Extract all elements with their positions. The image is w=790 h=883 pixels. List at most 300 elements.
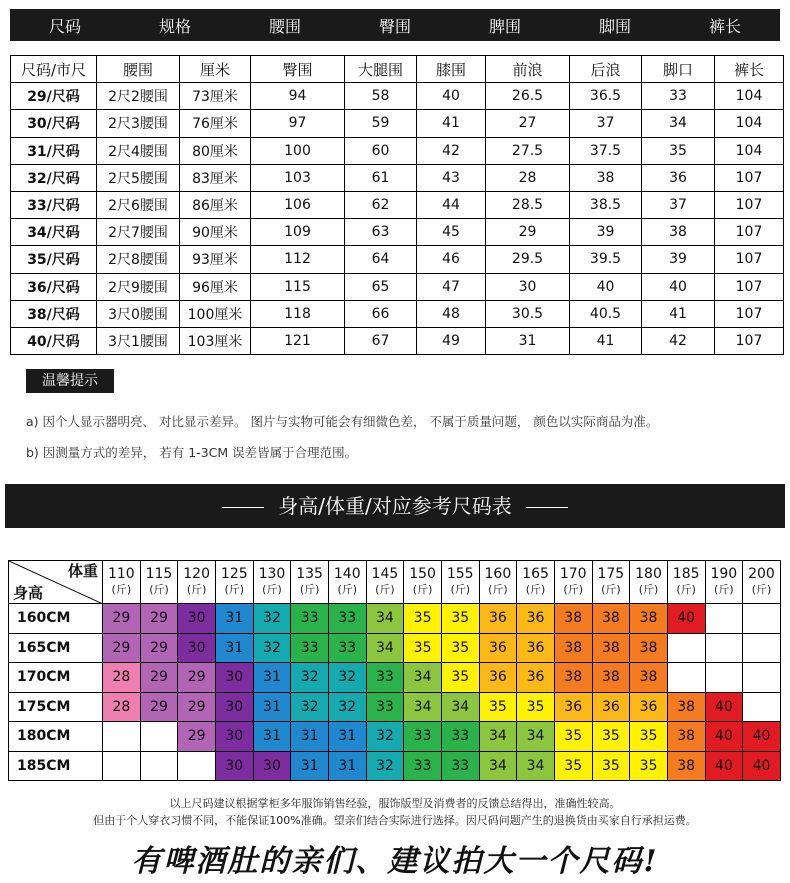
size-cell: 38 [667,751,705,781]
size-table-cell: 39 [642,246,715,273]
size-cell: 36 [479,633,517,663]
size-cell: 36 [592,692,630,722]
size-table-cell: 109 [251,219,345,246]
size-table-cell: 100 [251,137,345,164]
weight-header-cell [479,561,517,604]
size-table-cell: 67 [345,327,417,354]
size-cell: 29 [140,633,178,663]
size-cell: 32 [328,692,366,722]
size-table-cell: 42 [642,327,715,354]
size-cell: 33 [328,604,366,634]
size-cell: 38 [630,604,668,634]
size-table-cell: 2尺4腰围 [97,137,180,164]
size-cell: 36 [517,604,555,634]
weight-value: 135 [296,566,323,582]
size-table-cell: 47 [417,273,486,300]
banner-title: 身高/体重/对应参考尺码表 [278,494,512,518]
weight-unit: (斤) [450,583,471,596]
size-cell: 35 [630,722,668,752]
size-table-cell: 115 [251,273,345,300]
size-table-cell: 38/尺码 [11,300,97,327]
banner-dash-left [222,507,264,508]
weight-unit: (斤) [111,583,132,596]
size-cell: 35 [441,633,479,663]
size-cell: 36 [554,692,592,722]
weight-header-cell [441,561,479,604]
size-cell: 35 [479,692,517,722]
size-cell [140,751,178,781]
size-cell: 32 [328,663,366,693]
size-table-cell: 2尺3腰围 [97,110,180,137]
table-row [9,633,781,663]
size-cell [705,663,743,693]
size-table-cell: 3尺1腰围 [97,327,180,354]
size-table-cell: 36/尺码 [11,273,97,300]
top-header-bar [10,9,780,41]
size-cell: 31 [291,722,329,752]
size-table-cell: 46 [417,246,486,273]
table-row [9,663,781,693]
size-table-cell: 107 [715,327,784,354]
size-cell: 40 [705,751,743,781]
ref-table-corner [9,561,103,604]
size-table-cell: 31 [486,327,570,354]
size-table-cell: 37 [642,191,715,218]
size-cell: 38 [554,633,592,663]
size-cell: 34 [479,722,517,752]
size-cell: 36 [517,663,555,693]
size-cell: 29 [140,692,178,722]
size-cell: 33 [366,663,404,693]
size-table-header-cell: 裤长 [715,56,784,83]
size-table-cell: 73厘米 [180,83,251,110]
height-label-cell: 170CM [9,663,103,693]
size-cell: 34 [517,751,555,781]
size-table-cell: 42 [417,137,486,164]
size-table-cell: 34 [642,110,715,137]
size-table-cell: 96厘米 [180,273,251,300]
weight-unit: (斤) [714,583,734,596]
table-row [11,246,784,273]
size-table-header-cell: 前浪 [486,56,570,83]
size-cell: 35 [404,633,442,663]
size-table-cell: 33 [642,83,715,110]
size-table-cell: 80厘米 [180,137,251,164]
size-cell: 40 [705,692,743,722]
weight-header-cell [630,561,668,604]
size-table-cell: 107 [715,273,784,300]
size-table-cell: 37 [570,110,642,137]
size-cell [140,722,178,752]
size-table-header-cell: 臀围 [251,56,345,83]
weight-unit: (斤) [299,583,320,596]
size-table-header-cell: 脚口 [642,56,715,83]
size-cell: 38 [592,663,630,693]
size-table-cell: 107 [715,246,784,273]
size-cell: 35 [630,751,668,781]
size-table-cell: 90厘米 [180,219,251,246]
size-table-header-cell: 大腿围 [345,56,417,83]
table-row [9,751,781,781]
weight-header-cell [140,561,178,604]
size-table-cell: 40 [417,83,486,110]
size-cell: 34 [366,633,404,663]
size-cell: 38 [554,663,592,693]
weight-header-cell [253,561,291,604]
weight-header-cell [328,561,366,604]
top-header-item: 规格 [158,16,191,36]
weight-unit: (斤) [224,583,245,596]
size-table-cell: 38 [642,219,715,246]
footer-line-1: 以上尺码建议根据掌柜多年服饰销售经验，服饰版型及消费者的反馈总结得出，准确性较高。 [169,797,621,810]
size-table-cell: 100厘米 [180,300,251,327]
size-table-cell: 97 [251,110,345,137]
size-table-cell: 62 [345,191,417,218]
size-cell: 33 [291,604,329,634]
weight-unit: (斤) [525,583,546,596]
size-cell: 29 [103,633,141,663]
size-table-cell: 30/尺码 [11,110,97,137]
size-table-cell: 36.5 [570,83,642,110]
size-cell: 28 [103,663,141,693]
corner-height-label: 身高 [13,584,44,602]
size-cell: 29 [140,663,178,693]
reference-chart-banner [5,484,785,528]
tip-label: 温馨提示 [26,369,114,393]
size-cell: 30 [215,751,253,781]
size-cell: 38 [592,633,630,663]
top-header-item: 腰围 [268,16,301,36]
table-row [11,273,784,300]
size-cell: 33 [291,633,329,663]
weight-value: 175 [597,566,625,582]
size-cell: 36 [630,692,668,722]
size-cell [743,663,781,693]
size-cell: 38 [667,722,705,752]
size-cell: 36 [479,604,517,634]
ref-table-header-row [9,561,781,604]
size-table-cell: 65 [345,273,417,300]
table-row [11,164,784,191]
size-table-cell: 3尺0腰围 [97,300,180,327]
size-cell [103,751,141,781]
size-table-cell: 29.5 [486,246,570,273]
weight-header-cell [291,561,329,604]
size-cell: 35 [554,722,592,752]
weight-value: 155 [446,566,474,582]
size-cell: 40 [743,722,781,752]
size-table-cell: 2尺5腰围 [97,164,180,191]
size-cell: 33 [404,722,442,752]
size-table-cell: 104 [715,137,784,164]
corner-weight-label: 体重 [67,562,98,580]
weight-value: 160 [484,566,512,582]
weight-header-cell [178,561,216,604]
size-table-cell: 104 [715,83,784,110]
size-cell: 32 [253,633,291,663]
size-table-cell: 30 [486,273,570,300]
size-table-header-cell: 膝围 [417,56,486,83]
weight-value: 180 [635,566,662,582]
weight-header-cell [705,561,743,604]
height-label-cell: 160CM [9,604,103,634]
size-table-cell: 37.5 [570,137,642,164]
top-header-item: 尺码 [48,16,81,36]
size-table-header-cell: 后浪 [570,56,642,83]
beer-belly-slogan: 有啤酒肚的亲们、建议拍大一个尺码! [131,844,659,879]
top-header-item: 脚围 [598,16,631,36]
size-table-cell: 64 [345,246,417,273]
size-cell [667,633,705,663]
weight-header-cell [743,561,781,604]
size-table-cell: 31/尺码 [11,137,97,164]
size-table-cell: 112 [251,246,345,273]
size-cell: 31 [328,722,366,752]
footer-line-2: 但由于个人穿衣习惯不同，不能保证100%准确。望亲们结合实际进行选择。因尺码问题产生的退换货由买家自行承担运费。 [93,814,697,827]
size-table-cell: 107 [715,219,784,246]
size-cell [743,692,781,722]
weight-value: 115 [145,566,173,582]
top-header-item: 脾围 [488,16,521,36]
weight-value: 190 [710,566,738,582]
size-table-cell: 106 [251,191,345,218]
size-cell: 36 [517,633,555,663]
size-cell: 30 [215,722,253,752]
size-table-cell: 35/尺码 [11,246,97,273]
weight-unit: (斤) [262,583,282,596]
size-table-cell: 30.5 [486,300,570,327]
size-table-cell: 39 [570,219,642,246]
size-table-cell: 94 [251,83,345,110]
size-table-cell: 35 [642,137,715,164]
size-table-cell: 40 [642,273,715,300]
weight-value: 130 [258,566,286,582]
size-cell: 30 [253,751,291,781]
size-table-cell: 83厘米 [180,164,251,191]
weight-header-cell [404,561,442,604]
size-table-cell: 34/尺码 [11,219,97,246]
size-table-cell: 121 [251,327,345,354]
size-table-cell: 44 [417,191,486,218]
size-cell: 33 [441,751,479,781]
size-table-cell: 118 [251,300,345,327]
size-table-header-row [11,56,784,83]
size-cell: 28 [103,692,141,722]
table-row [9,604,781,634]
size-cell: 31 [291,751,329,781]
weight-unit: (斤) [186,583,207,596]
size-cell [705,604,743,634]
size-cell [743,633,781,663]
size-cell: 38 [667,692,705,722]
size-cell: 30 [215,692,253,722]
height-label-cell: 165CM [9,633,103,663]
size-table-cell: 27 [486,110,570,137]
size-table-cell: 60 [345,137,417,164]
size-table-cell: 43 [417,164,486,191]
size-table-cell: 39.5 [570,246,642,273]
size-cell [178,751,216,781]
size-cell: 32 [366,751,404,781]
size-cell: 38 [630,633,668,663]
size-table-cell: 48 [417,300,486,327]
table-row [11,110,784,137]
size-table-header-cell: 腰围 [97,56,180,83]
height-weight-table [8,560,781,781]
size-table-cell: 28 [486,164,570,191]
size-table-cell: 33/尺码 [11,191,97,218]
size-table [10,55,784,355]
size-cell: 29 [140,604,178,634]
size-table-cell: 26.5 [486,83,570,110]
size-table-cell: 32/尺码 [11,164,97,191]
size-cell: 31 [215,633,253,663]
weight-value: 185 [672,566,700,582]
size-cell: 29 [178,722,216,752]
weight-value: 110 [107,566,135,582]
size-cell: 32 [291,692,329,722]
size-table-cell: 40/尺码 [11,327,97,354]
height-label-cell: 175CM [9,692,103,722]
size-cell: 38 [592,604,630,634]
size-cell: 31 [328,751,366,781]
weight-value: 200 [748,566,775,582]
note-b: b) 因测量方式的差异， 若有 1-3CM 误差皆属于合理范围。 [26,445,358,460]
size-table-cell: 93厘米 [180,246,251,273]
size-cell: 34 [366,604,404,634]
size-table-header-cell: 尺码/市尺 [11,56,97,83]
weight-header-cell [592,561,630,604]
weight-header-cell [554,561,592,604]
size-cell: 30 [178,633,216,663]
size-cell: 33 [366,692,404,722]
size-cell [705,633,743,663]
size-cell: 34 [404,692,442,722]
weight-header-cell [667,561,705,604]
size-table-cell: 104 [715,110,784,137]
weight-value: 120 [183,566,210,582]
weight-value: 150 [409,566,436,582]
weight-value: 140 [333,566,361,582]
size-table-cell: 40.5 [570,300,642,327]
weight-unit: (斤) [676,583,696,596]
table-row [11,191,784,218]
weight-unit: (斤) [601,583,621,596]
size-table-cell: 49 [417,327,486,354]
size-table-cell: 76厘米 [180,110,251,137]
size-cell: 29 [103,604,141,634]
size-table-header-cell: 厘米 [180,56,251,83]
size-table-cell: 103厘米 [180,327,251,354]
size-table-cell: 29/尺码 [11,83,97,110]
size-table-cell: 2尺6腰围 [97,191,180,218]
size-cell: 33 [404,751,442,781]
note-a: a) 因个人显示器明亮、 对比显示差异。 图片与实物可能会有细微色差， 不属于质量问题， 颜色以实际商品为准。 [26,414,659,429]
size-cell: 35 [441,663,479,693]
size-cell: 34 [441,692,479,722]
size-table-cell: 41 [642,300,715,327]
size-table-cell: 59 [345,110,417,137]
height-label-cell: 180CM [9,722,103,752]
weight-unit: (斤) [638,583,659,596]
size-table-cell: 27.5 [486,137,570,164]
size-table-cell: 2尺9腰围 [97,273,180,300]
size-cell: 32 [253,604,291,634]
weight-unit: (斤) [412,583,433,596]
weight-value: 165 [522,566,549,582]
size-cell: 32 [291,663,329,693]
size-table-cell: 2尺8腰围 [97,246,180,273]
size-cell: 32 [366,722,404,752]
size-cell: 30 [178,604,216,634]
table-row [11,83,784,110]
weight-unit: (斤) [149,583,169,596]
size-cell: 35 [592,722,630,752]
size-table-cell: 107 [715,300,784,327]
size-cell: 33 [441,722,479,752]
weight-value: 145 [371,566,399,582]
table-row [11,137,784,164]
weight-unit: (斤) [488,583,508,596]
size-table-cell: 38.5 [570,191,642,218]
size-cell: 34 [404,663,442,693]
table-row [9,692,781,722]
weight-value: 125 [220,566,248,582]
top-header-item: 臀围 [378,16,411,36]
size-cell: 35 [592,751,630,781]
size-table-cell: 40 [570,273,642,300]
table-row [11,300,784,327]
size-cell: 30 [215,663,253,693]
size-table-cell: 28.5 [486,191,570,218]
weight-header-cell [103,561,141,604]
size-table-cell: 41 [417,110,486,137]
banner-dash-right [526,507,568,508]
size-table-cell: 38 [570,164,642,191]
table-row [11,327,784,354]
size-table-cell: 107 [715,164,784,191]
height-label-cell: 185CM [9,751,103,781]
size-table-cell: 103 [251,164,345,191]
table-row [9,722,781,752]
size-cell: 33 [328,633,366,663]
size-cell: 35 [404,604,442,634]
size-table-cell: 2尺7腰围 [97,219,180,246]
size-cell: 35 [517,692,555,722]
size-cell: 29 [178,663,216,693]
top-header-item: 裤长 [708,16,741,36]
size-cell [103,722,141,752]
size-cell: 31 [253,722,291,752]
size-table-cell: 58 [345,83,417,110]
weight-value: 170 [559,566,587,582]
size-cell [743,604,781,634]
size-cell: 36 [479,663,517,693]
size-cell: 38 [554,604,592,634]
size-cell: 31 [253,692,291,722]
size-cell: 35 [554,751,592,781]
size-cell: 35 [441,604,479,634]
size-table-cell: 2尺2腰围 [97,83,180,110]
size-table-cell: 36 [642,164,715,191]
size-cell: 40 [705,722,743,752]
size-cell: 31 [253,663,291,693]
size-table-cell: 86厘米 [180,191,251,218]
size-table-cell: 66 [345,300,417,327]
size-cell: 40 [743,751,781,781]
weight-unit: (斤) [337,583,358,596]
table-row [11,219,784,246]
